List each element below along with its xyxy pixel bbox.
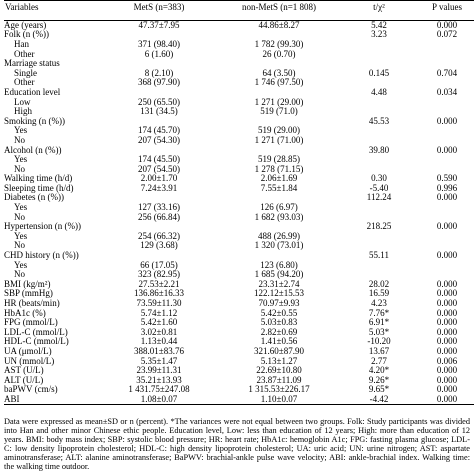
cell-p-value: 0.000 [436,337,458,347]
cell-mets: 207 (54.50) [138,164,180,174]
cell-mets: 27.53±2.21 [138,279,180,289]
cell-non-mets: 64 (3.50) [262,68,296,78]
cell-non-mets: 1.41±0.56 [260,337,298,347]
cell-p-value [414,164,474,174]
cell-p-value [414,97,474,107]
cell-statistic: 5.03* [368,327,390,337]
cell-statistic [344,232,414,242]
cell-variable: HR (beats/min) [4,298,60,309]
cell-mets: 6 (1.60) [144,49,174,59]
cell-variable: No [14,135,25,145]
cell-mets: 23.99±11.31 [136,365,182,376]
cell-variable: No [14,241,25,251]
cell-variable: Yes [14,260,28,270]
cell-variable: Yes [14,126,28,136]
cell-non-mets: 519 (71.0) [260,106,298,117]
cell-variable: Age (years) [4,20,47,31]
cell-non-mets: 1 271 (29.00) [254,97,304,107]
cell-non-mets [214,193,344,203]
cell-variable: High [14,106,32,117]
cell-mets: 1.08±0.07 [104,395,214,405]
cell-statistic: 112.24 [366,193,392,203]
cell-p-value: 0.000 [436,365,458,376]
cell-statistic: 39.80 [368,145,390,155]
cell-variable: No [14,269,25,280]
cell-mets [104,59,214,69]
cell-statistic [344,164,414,174]
table-row [4,78,474,88]
cell-non-mets: 1 685 (94.20) [254,269,304,280]
cell-variable: Yes [14,202,28,213]
table-row [4,395,474,405]
cell-p-value: 0.590 [436,174,458,184]
cell-variable: LDL-C (mmol/L) [4,327,68,337]
cell-non-mets: 519 (29.00) [258,126,300,136]
cell-non-mets [214,88,344,98]
cell-mets [104,116,214,126]
table-row [4,68,474,78]
cell-mets: 5.42±1.60 [140,317,178,328]
cell-mets: 47.37±7.95 [138,20,180,31]
cell-variable: Yes [14,231,28,241]
cell-statistic [344,212,414,222]
cell-non-mets: 23.31±2.74 [258,279,300,289]
cell-non-mets: 126 (6.97) [260,202,298,213]
header-statistic: t/χ² [344,1,414,21]
table-row [4,126,474,136]
cell-statistic [344,59,414,69]
cell-mets: 174 (45.70) [138,126,180,136]
cell-p-value [414,40,474,50]
cell-p-value [414,126,474,136]
cell-statistic [344,136,414,146]
cell-variable: Other [14,49,35,59]
table-row [4,145,474,155]
cell-mets: 368 (97.90) [138,78,180,88]
cell-variable: Alcohol (n (%)) [4,145,62,155]
cell-statistic: 16.59 [368,289,390,299]
table-row [4,308,474,318]
cell-variable: Yes [14,154,28,165]
cell-mets [104,193,214,203]
cell-non-mets [214,116,344,126]
table-row [4,107,474,117]
cell-p-value: 0.000 [436,317,458,328]
cell-p-value: 0.000 [436,145,458,155]
table-row [4,193,474,203]
table-row [4,280,474,290]
cell-mets: 2.00±1.70 [140,174,178,184]
cell-statistic: 55.11 [369,250,389,261]
table-body [4,21,474,405]
characteristics-table [4,0,474,405]
table-row [4,212,474,222]
cell-statistic [344,203,414,213]
cell-p-value: 0.000 [436,375,458,385]
cell-non-mets: 2.82±0.69 [260,327,298,337]
cell-mets: 129 (3.68) [140,241,178,251]
cell-variable: Smoking (n (%)) [4,116,65,126]
cell-mets: 1.13±0.44 [140,337,178,347]
table-row [4,385,474,395]
cell-non-mets: 1 682 (93.03) [254,212,304,222]
cell-p-value [414,78,474,88]
table-row [4,155,474,165]
cell-p-value: 0.072 [436,30,458,40]
cell-mets: 35.21±13.93 [136,375,182,385]
cell-p-value: 0.704 [436,68,458,78]
cell-variable: UA (μmol/L) [4,346,52,356]
cell-non-mets: 44.86±8.27 [258,20,300,31]
cell-p-value: 0.000 [436,279,458,289]
cell-non-mets: 1 746 (97.50) [254,78,304,88]
cell-statistic [344,126,414,136]
table-row [4,184,474,194]
table-row [4,232,474,242]
cell-mets: 131 (34.5) [140,106,178,117]
cell-p-value: 0.000 [436,221,458,232]
cell-non-mets: 70.97±9.93 [258,298,300,309]
cell-non-mets: 5.42±0.55 [260,308,298,318]
table-row [4,241,474,251]
cell-variable: FPG (mmol/L) [4,317,58,328]
table-row [4,49,474,59]
table-row [4,88,474,98]
cell-non-mets: 1 315.53±226.17 [248,385,310,395]
cell-non-mets: 22.69±10.80 [256,365,302,376]
cell-variable: ALT (U/L) [4,375,44,385]
cell-non-mets: 1 271 (71.00) [254,135,304,145]
cell-statistic [344,155,414,165]
cell-p-value: 0.000 [436,298,458,309]
cell-variable: Hypertension (n (%)) [4,221,81,232]
cell-non-mets: 1 320 (73.01) [254,241,304,251]
cell-p-value: 0.000 [436,289,458,299]
cell-p-value [414,203,474,213]
cell-p-value [414,241,474,251]
table-row [4,289,474,299]
cell-non-mets: 2.06±1.69 [260,174,298,184]
table-row [4,356,474,366]
cell-variable: BMI (kg/m²) [4,279,51,289]
cell-statistic: -10.20 [367,337,391,347]
cell-non-mets: 7.55±1.84 [260,183,298,193]
table-row [4,318,474,328]
cell-statistic [344,78,414,88]
table-row [4,136,474,146]
table-row [4,164,474,174]
cell-variable: HbA1c (%) [4,308,46,318]
cell-statistic: 0.145 [368,68,390,78]
cell-p-value [414,232,474,242]
cell-mets [104,88,214,98]
cell-p-value [414,270,474,280]
cell-non-mets: 5.13±1.27 [260,356,298,366]
cell-mets: 8 (2.10) [144,68,174,78]
table-row [4,299,474,309]
cell-mets: 323 (82.95) [138,269,180,280]
cell-statistic [344,270,414,280]
cell-mets: 7.24±3.91 [140,183,178,193]
cell-statistic [344,241,414,251]
table-row [4,222,474,232]
header-p-values: P values [414,1,474,21]
cell-non-mets [214,30,344,40]
cell-p-value [414,59,474,69]
cell-statistic: 0.30 [371,174,387,184]
cell-p-value [414,212,474,222]
cell-non-mets: 23.87±11.09 [256,375,302,385]
table-row [4,174,474,184]
cell-variable: ABI [4,395,104,405]
cell-statistic: 9.65* [368,385,390,395]
cell-mets: 66 (17.05) [140,260,178,270]
cell-non-mets: 519 (28.85) [258,154,300,165]
cell-p-value: 0.000 [436,385,458,395]
cell-statistic: 13.67 [368,346,390,356]
cell-variable: Diabetes (n (%)) [4,193,64,203]
cell-p-value: 0.000 [436,346,458,356]
cell-variable: Low [14,97,31,107]
cell-p-value: 0.000 [436,308,458,318]
cell-non-mets [214,251,344,261]
table-header-row [4,1,474,21]
table-row [4,21,474,31]
cell-mets: 250 (65.50) [138,97,180,107]
cell-statistic [344,107,414,117]
cell-non-mets: 321.60±87.90 [254,346,304,356]
table-row [4,30,474,40]
cell-p-value [414,49,474,59]
cell-mets: 1 431.75±247.08 [128,385,190,395]
table-footnote: Data were expressed as mean±SD or n (percent). *The variances were not equal between two groups. Folk: Study participants was divided into Han and other minor Chinese ethic people. Education level, Low: less than education of 12 years; High: more than education of 12 years. BMI: body mass index; SBP: systolic blood pressure; HR: heart rate; HbA1c: hemoglobin A1c; FPG: fasting plasma glucose; LDL-C: low density lipoprotein cholesterol; HDL-C: high density lipoprotein cholesterol; UA: uric acid; UN: urine nitrogen; AST: aspartate aminotransferase; ALT: alanine aminotransferase; BaPWV: brachial-ankle pulse wave velocity; ABI: ankle-brachial index. Walking time: the walking time outdoor. [4,417,470,471]
cell-mets: 371 (98.40) [138,39,180,49]
cell-p-value: 0.996 [436,183,458,193]
cell-statistic: 7.76* [368,308,390,318]
cell-statistic: 2.77 [371,356,387,366]
cell-variable: Marriage status [4,58,60,69]
cell-statistic [344,49,414,59]
table-row [4,270,474,280]
cell-non-mets: 26 (0.70) [262,49,296,59]
cell-mets: 388.01±83.76 [134,346,184,356]
cell-mets [104,145,214,155]
cell-variable: AST (U/L) [4,365,44,376]
cell-p-value: 0.000 [436,116,458,126]
cell-statistic: 4.48 [371,87,387,97]
cell-non-mets [214,145,344,155]
cell-variable: Han [14,39,29,49]
table-row [4,40,474,50]
header-variables: Variables [4,1,104,21]
table-row [4,97,474,107]
cell-variable: Education level [4,87,61,97]
cell-non-mets [214,59,344,69]
cell-mets [104,222,214,232]
table-row [4,375,474,385]
cell-variable: Single [14,68,38,78]
cell-statistic: 218.25 [366,221,392,232]
cell-non-mets: 488 (26.99) [258,231,300,241]
cell-mets: 207 (54.30) [138,135,180,145]
cell-mets: 3.02±0.81 [140,327,178,337]
cell-p-value [414,260,474,270]
cell-statistic [344,97,414,107]
cell-non-mets: 1 782 (99.30) [254,39,304,49]
cell-variable: CHD history (n (%)) [4,250,79,261]
cell-statistic: 4.20* [368,365,390,376]
table-row [4,337,474,347]
cell-mets: 127 (33.16) [138,202,180,213]
cell-variable: HDL-C (mmol/L) [4,337,69,347]
cell-statistic: 5.42 [371,20,387,31]
cell-variable: Other [14,78,35,88]
table-row [4,328,474,338]
cell-variable: No [14,164,25,174]
cell-non-mets: 1.10±0.07 [214,395,344,405]
cell-p-value [414,136,474,146]
cell-variable: Sleeping time (h/d) [4,183,74,193]
cell-statistic: 9.26* [368,375,390,385]
cell-p-value: 0.000 [436,250,458,261]
cell-mets: 136.86±16.33 [134,289,184,299]
cell-mets: 254 (66.32) [138,231,180,241]
cell-p-value: 0.000 [436,193,458,203]
cell-p-value [414,155,474,165]
table-row [4,203,474,213]
cell-variable: No [14,212,25,222]
cell-statistic: 4.23 [371,298,387,309]
table-row [4,260,474,270]
cell-non-mets: 123 (6.80) [260,260,298,270]
cell-variable: Folk (n (%)) [4,30,49,40]
cell-mets: 256 (66.84) [138,212,180,222]
cell-variable: baPWV (cm/s) [4,385,58,395]
header-mets: MetS (n=383) [104,1,214,21]
cell-mets: 5.74±1.12 [140,308,178,318]
cell-p-value: 0.034 [436,87,458,97]
cell-p-value: 0.000 [414,395,474,405]
table-row [4,116,474,126]
cell-statistic [344,40,414,50]
cell-statistic: -5.40 [369,183,389,193]
table-row [4,366,474,376]
cell-p-value: 0.006 [436,356,458,366]
cell-statistic: 3.23 [371,30,387,40]
cell-non-mets: 1 278 (71.15) [254,164,304,174]
cell-mets [104,30,214,40]
table-row [4,251,474,261]
cell-mets: 5.35±1.47 [140,356,178,366]
cell-non-mets: 5.03±0.83 [260,317,298,328]
cell-mets: 174 (45.50) [138,154,180,165]
cell-p-value: 0.000 [436,20,458,31]
cell-p-value [414,107,474,117]
cell-non-mets [214,222,344,232]
cell-statistic: 45.53 [368,116,390,126]
cell-variable: SBP (mmHg) [4,289,53,299]
cell-mets: 73.59±11.30 [136,298,182,309]
cell-variable: UN (mmol/L) [4,356,55,366]
table-row [4,347,474,357]
cell-p-value: 0.000 [436,327,458,337]
cell-statistic: -4.42 [344,395,414,405]
cell-statistic: 6.91* [368,317,390,328]
table-row [4,59,474,69]
cell-variable: Walking time (h/d) [4,174,73,184]
cell-statistic [344,260,414,270]
cell-non-mets: 122.12±15.53 [254,289,304,299]
cell-mets [104,251,214,261]
cell-statistic: 28.02 [368,279,390,289]
header-non-mets: non-MetS (n=1 808) [214,1,344,21]
